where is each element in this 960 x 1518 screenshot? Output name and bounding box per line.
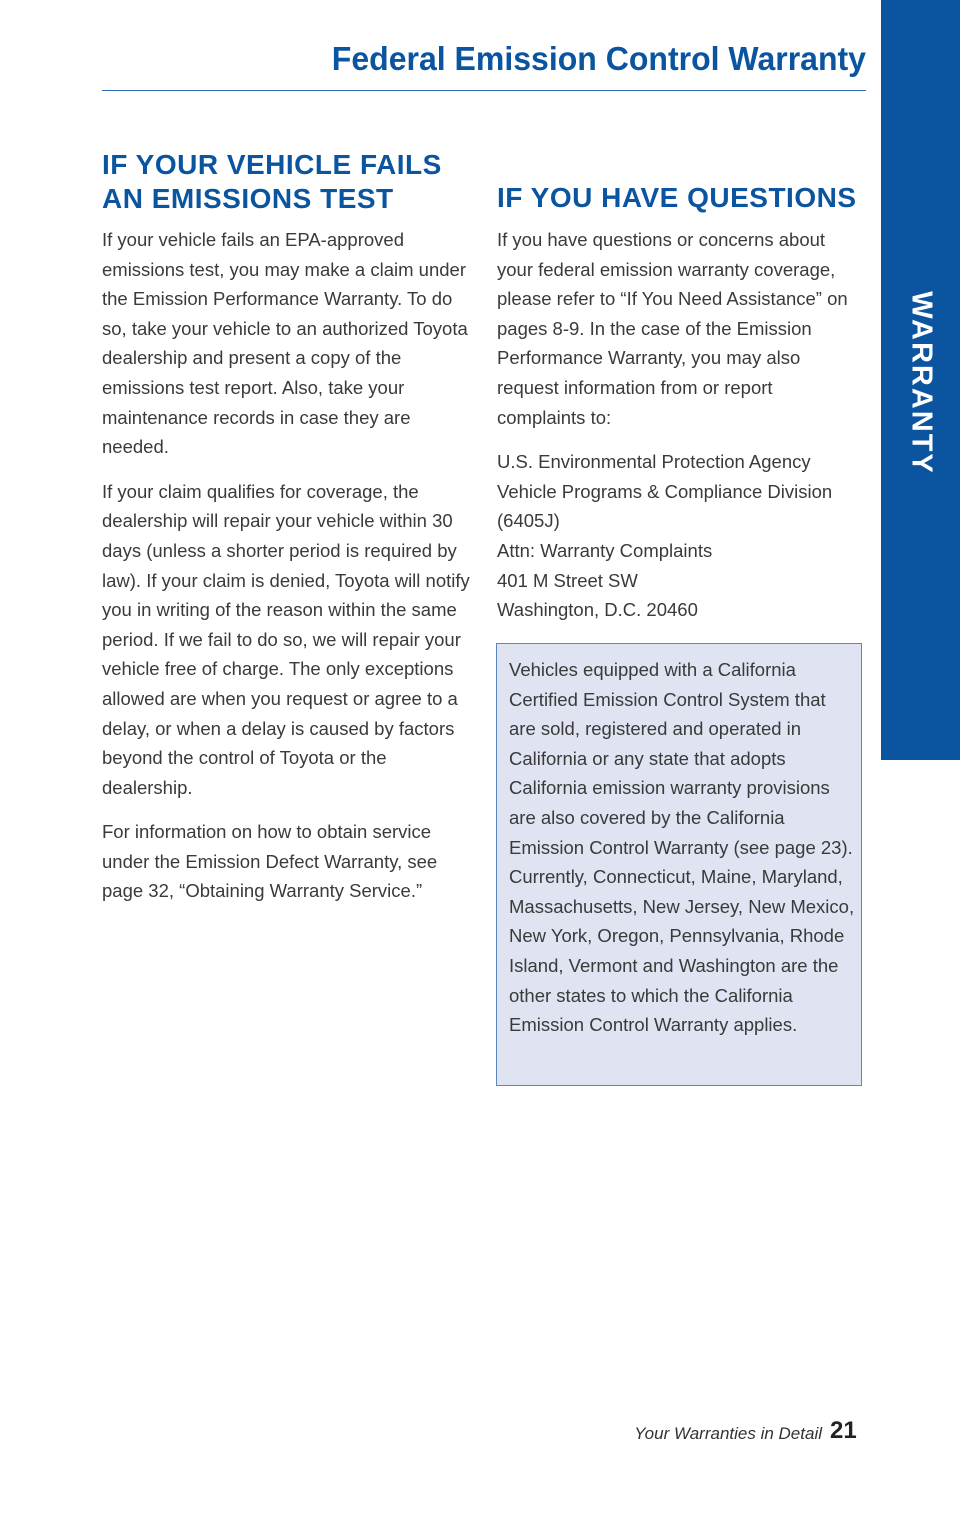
heading-emissions-test-line2: AN EMISSIONS TEST — [102, 183, 394, 214]
title-divider — [102, 90, 866, 91]
california-note-text: Vehicles equipped with a California Certified Emission Control System that are sold, registered and operated in California or any state that adopts California emission warranty provisions are also covered by the California Emission Control Warranty (see page 23). Currently, Connecticut, Maine, Maryland, Massachusetts, New Jersey, New Mexico, New York, Oregon, Pennsylvania, Rhode Island, Vermont and Washington are the other states to which the California Emission Control Warranty applies. — [509, 659, 855, 1036]
paragraph-claim: If your vehicle fails an EPA-approved emissions test, you may make a claim under the Emission Performance Warranty. To do so, take your vehicle to an authorized Toyota dealership and present a copy of the emissions test report. Also, take your maintenance records in case they are needed. — [102, 229, 468, 458]
left-column — [102, 225, 472, 906]
side-tab-label: WARRANTY — [905, 290, 937, 475]
heading-emissions-test-line1: IF YOUR VEHICLE FAILS — [102, 149, 442, 180]
address-block — [497, 447, 859, 625]
california-note-box — [496, 643, 862, 1086]
footer-section-label: Your Warranties in Detail — [634, 1424, 822, 1443]
paragraph-coverage: If your claim qualifies for coverage, the dealership will repair your vehicle within 30 days (unless a shorter period is required by law). If your claim is denied, Toyota will notify you in writing of the reason within the same period. If we fail to do so, we will repair your vehicle free of charge. The only exceptions allowed are when you request or agree to a delay, or when a delay is caused by factors beyond the control of Toyota or the dealership. — [102, 480, 470, 798]
page-number: 21 — [830, 1417, 857, 1444]
heading-questions: IF YOU HAVE QUESTIONS — [497, 182, 857, 213]
right-column — [497, 225, 859, 625]
paragraph-questions: If you have questions or concerns about your federal emission warranty coverage, please refer to “If You Need Assistance” on pages 8-9. In the case of the Emission Performance Warranty, you may also request information from or report complaints to: — [497, 229, 848, 428]
paragraph-service-info: For information on how to obtain service under the Emission Defect Warranty, see page 32, “Obtaining Warranty Service.” — [102, 821, 438, 902]
side-tab-label-wrap — [881, 290, 960, 475]
address-line: Attn: Warranty Complaints — [497, 539, 713, 561]
address-line: 401 M Street SW — [497, 569, 638, 591]
address-line: Washington, D.C. 20460 — [497, 599, 698, 621]
page-title: Federal Emission Control Warranty — [331, 40, 866, 77]
address-line: U.S. Environmental Protection Agency — [497, 451, 811, 473]
address-line: Vehicle Programs & Compliance Division — [497, 480, 833, 502]
heading-emissions-test — [102, 148, 472, 216]
address-line: (6405J) — [497, 510, 560, 532]
